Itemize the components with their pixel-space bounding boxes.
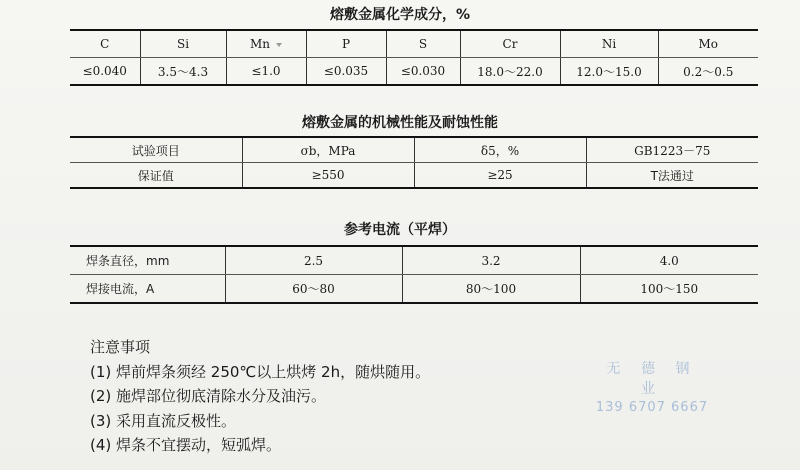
row-label: 试验项目 — [70, 137, 242, 163]
value-cell: ≤0.040 — [70, 58, 140, 86]
table-cell: 2.5 — [225, 246, 402, 275]
value-cell: ≤0.030 — [386, 58, 460, 86]
note-item: (2) 施焊部位彻底清除水分及油污。 — [90, 387, 327, 405]
table-cell: 3.2 — [402, 246, 580, 275]
value-cell: ≤0.035 — [306, 58, 386, 86]
table-row — [70, 246, 758, 275]
table-row — [70, 137, 758, 163]
table-cell: δ5，% — [414, 137, 586, 163]
table-row — [70, 275, 758, 304]
small-arrow-icon — [276, 43, 282, 47]
current-table-title: 参考电流（平焊） — [344, 222, 456, 238]
table-cell: GB1223－75 — [586, 137, 758, 163]
table-cell: T法通过 — [586, 163, 758, 189]
header-cell: Cr — [460, 30, 560, 58]
header-cell — [226, 30, 306, 58]
value-cell: 12.0～15.0 — [560, 58, 658, 86]
table-cell: 4.0 — [580, 246, 758, 275]
value-cell: 3.5～4.3 — [140, 58, 226, 86]
current-table — [70, 245, 758, 304]
chemistry-header-row — [70, 30, 758, 58]
row-label: 焊条直径，mm — [70, 246, 225, 275]
value-cell: 18.0～22.0 — [460, 58, 560, 86]
mechanical-table-title: 熔敷金属的机械性能及耐蚀性能 — [302, 115, 498, 131]
header-cell-text: Mn — [249, 37, 270, 51]
header-cell: Ni — [560, 30, 658, 58]
note-item: (4) 焊条不宜摆动，短弧焊。 — [90, 436, 282, 454]
header-cell: Si — [140, 30, 226, 58]
note-item: (3) 采用直流反极性。 — [90, 411, 237, 430]
chemistry-table-title: 熔敷金属化学成分，% — [329, 7, 471, 23]
note-item: (1) 焊前焊条须经 250℃以上烘烤 2h，随烘随用。 — [90, 362, 431, 381]
header-cell: C — [70, 30, 140, 58]
header-cell: S — [386, 30, 460, 58]
table-cell: 60～80 — [225, 275, 402, 304]
table-cell: ≥25 — [414, 163, 586, 189]
chemistry-table — [70, 29, 758, 86]
value-cell: ≤1.0 — [226, 58, 306, 86]
header-cell: P — [306, 30, 386, 58]
table-row — [70, 163, 758, 189]
row-label: 焊接电流，A — [70, 275, 225, 304]
chemistry-value-row — [70, 58, 758, 86]
value-cell: 0.2～0.5 — [658, 58, 758, 86]
notes-section — [90, 335, 430, 458]
table-cell: 100～150 — [580, 275, 758, 304]
table-cell: 80～100 — [402, 275, 580, 304]
table-cell: ≥550 — [242, 163, 414, 189]
header-cell: Mo — [658, 30, 758, 58]
table-cell: σb，MPa — [242, 137, 414, 163]
watermark — [592, 358, 712, 415]
notes-heading: 注意事项 — [90, 338, 151, 356]
watermark-phone: 139 6707 6667 — [595, 400, 709, 415]
row-label: 保证值 — [70, 163, 242, 189]
mechanical-table — [70, 136, 758, 189]
watermark-name: 无 德 钢 业 — [606, 361, 698, 397]
